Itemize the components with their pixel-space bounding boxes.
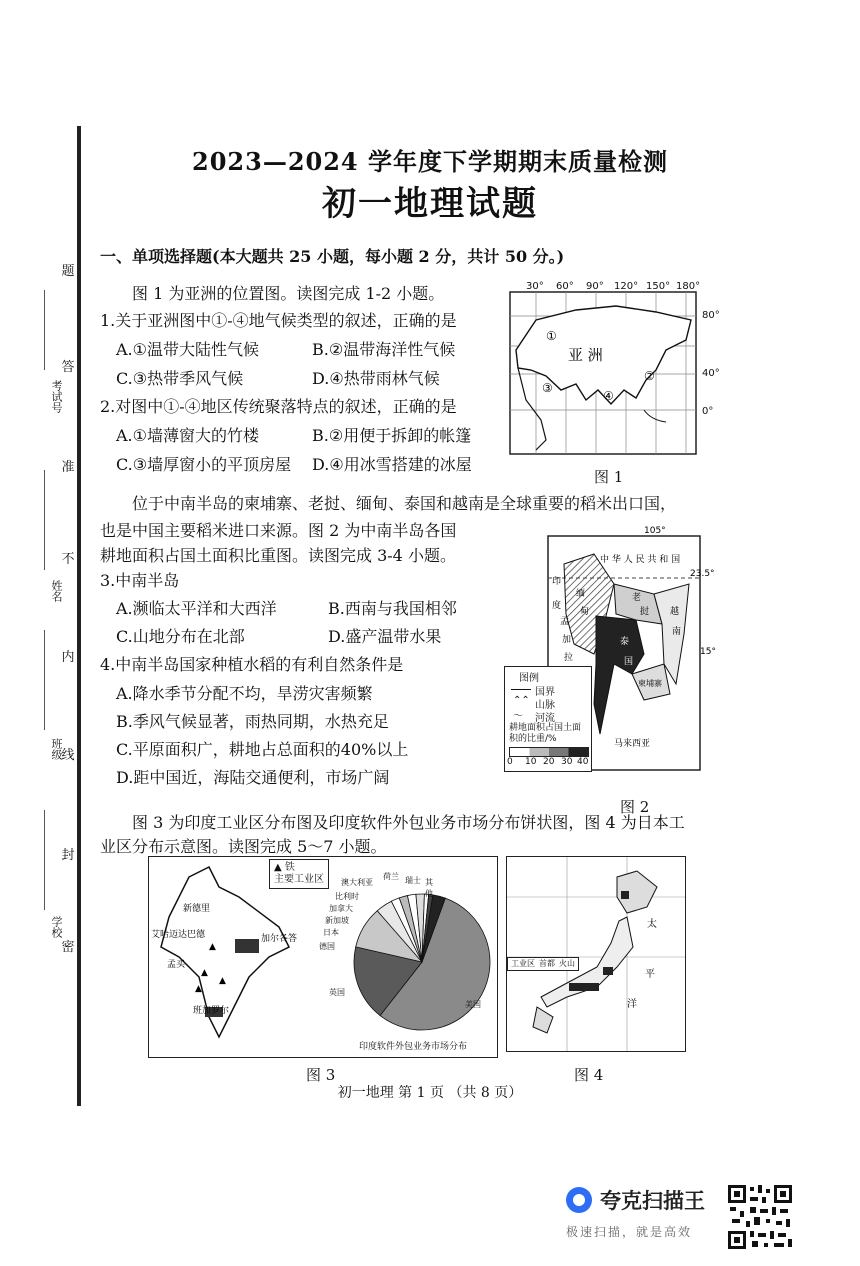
pie-label-us: 美国 — [465, 1000, 481, 1009]
side-zhun: 准 — [61, 460, 75, 475]
tick: 10 — [525, 757, 537, 767]
river-icon: ～ — [513, 711, 523, 722]
svg-text:▲: ▲ — [201, 968, 208, 978]
asia-label: 亚 洲 — [568, 346, 603, 364]
q1-option-d: D.④热带雨林气候 — [312, 369, 440, 388]
lat-label: 40° — [702, 368, 720, 379]
side-xingming: 姓名 — [50, 580, 63, 602]
legend-iron: ▲ 铁 — [274, 862, 295, 873]
figure-1-asia-map — [506, 280, 726, 460]
intro-3-4-line1: 位于中南半岛的柬埔寨、老挝、缅甸、泰国和越南是全球重要的稻米出口国， — [132, 494, 677, 513]
legend-title: 图例 — [519, 673, 539, 684]
lon-label: 30° — [526, 281, 544, 292]
side-xian: 线 — [61, 748, 75, 763]
vietnam-char: 越 — [670, 607, 680, 617]
mountain-icon: ⌃⌃ — [513, 695, 530, 706]
china-label: 中 华 人 民 共 和 国 — [600, 555, 681, 565]
page-footer: 初一地理 第 1 页 （共 8 页） — [337, 1085, 523, 1101]
figure-4-japan-map — [506, 856, 686, 1052]
tick: 20 — [543, 757, 555, 767]
side-da: 答 — [61, 360, 75, 375]
brand-name: 夸克扫描王 — [600, 1189, 705, 1213]
side-feng: 封 — [61, 848, 75, 863]
binding-line — [77, 126, 81, 1106]
lat-23-5: 23.5° — [690, 569, 715, 579]
side-ti: 题 — [61, 264, 75, 279]
lon-label: 60° — [556, 281, 574, 292]
city-label: 新德里 — [183, 904, 211, 914]
figure-3-legend — [269, 859, 329, 889]
q2-stem: 2.对图中①-④地区传统聚落特点的叙述，正确的是 — [100, 397, 457, 416]
tick: 40 — [577, 757, 589, 767]
vietnam-char: 南 — [672, 627, 682, 637]
pie-label: 新加坡 — [325, 916, 349, 925]
india-char: 度 — [552, 601, 562, 611]
legend-border: 国界 — [535, 687, 555, 698]
q1-stem: 1.关于亚洲图中①-④地气候类型的叙述，正确的是 — [100, 311, 457, 330]
tick: 0 — [507, 757, 513, 767]
q2-option-c: C.③墙厚窗小的平顶房屋 — [116, 455, 292, 474]
laos-char: 挝 — [640, 607, 650, 617]
thailand-char: 国 — [624, 657, 634, 667]
blank-line — [44, 810, 45, 910]
legend-border-line — [511, 689, 531, 690]
figure-3 — [148, 856, 498, 1058]
legend-river: 河流 — [535, 713, 555, 724]
side-nei: 内 — [61, 650, 75, 665]
city-label: 加尔各答 — [261, 934, 298, 944]
marker-4: ④ — [603, 389, 614, 403]
q2-option-b: B.②用便于拆卸的帐篷 — [312, 426, 472, 445]
q4-option-d: D.距中国近，海陆交通便利，市场广阔 — [116, 768, 390, 787]
blank-line — [44, 630, 45, 730]
blank-line — [44, 290, 45, 370]
legend-bar-label: 耕地面积占国土面积的比重/% — [509, 723, 582, 744]
city-label: 孟买 — [167, 960, 186, 970]
side-banji: 班级 — [50, 738, 63, 760]
sea-char: 洋 — [627, 999, 637, 1010]
side-mi: 密 — [61, 940, 75, 955]
laos-char: 老 — [632, 593, 642, 603]
figure-3-caption: 图 3 — [306, 1066, 336, 1084]
blank-line — [44, 470, 45, 570]
svg-text:▲: ▲ — [219, 976, 226, 986]
q3-option-b: B.西南与我国相邻 — [328, 599, 457, 618]
lon-label: 120° — [614, 281, 639, 292]
legend-capital: 首都 — [539, 959, 555, 968]
figure-4-legend — [507, 957, 579, 971]
section-heading: 一、单项选择题(本大题共 25 小题，每小题 2 分，共计 50 分。) — [100, 247, 565, 266]
india-char: 印 — [552, 577, 562, 587]
marker-3: ③ — [542, 381, 553, 395]
bay-char: 孟 — [560, 617, 570, 627]
figure-4-caption: 图 4 — [574, 1066, 604, 1084]
intro-3-4-line3: 耕地面积占国土面积比重图。读图完成 3-4 小题。 — [100, 546, 456, 565]
pie-label: 荷兰 — [383, 872, 399, 881]
legend-volcano: 火山 — [559, 959, 575, 968]
q1-option-b: B.②温带海洋性气候 — [312, 340, 456, 359]
lat-label: 0° — [702, 406, 714, 417]
intro-1-2: 图 1 为亚洲的位置图。读图完成 1-2 小题。 — [132, 284, 445, 303]
legend-industrial: 工业区 — [511, 959, 535, 968]
cambodia-label: 柬埔寨 — [638, 679, 662, 688]
myanmar-char: 缅 — [576, 589, 586, 599]
legend-industrial: 主要工业区 — [274, 874, 324, 885]
side-bu: 不 — [61, 552, 75, 567]
pie-label-uk: 英国 — [329, 988, 345, 997]
tick: 30 — [561, 757, 573, 767]
marker-2: ② — [644, 369, 655, 383]
bay-char: 拉 — [564, 653, 574, 663]
thailand-char: 泰 — [620, 637, 630, 647]
lon-label: 180° — [676, 281, 701, 292]
side-kaoshihao: 考试号 — [50, 380, 63, 413]
intro-3-4-line2: 也是中国主要稻米进口来源。图 2 为中南半岛各国 — [100, 521, 457, 540]
figure-2-caption: 图 2 — [620, 798, 650, 816]
bay-char: 加 — [562, 635, 572, 645]
brand-slogan: 极速扫描，就是高效 — [566, 1225, 693, 1239]
intro-5-7-line1: 图 3 为印度工业区分布图及印度软件外包业务市场分布饼状图，图 4 为日本工 — [132, 813, 685, 832]
pie-label: 澳大利亚 — [341, 878, 373, 887]
q3-option-a: A.濒临太平洋和大西洋 — [116, 599, 277, 618]
q1-option-a: A.①温带大陆性气候 — [116, 340, 259, 359]
quark-logo-icon — [566, 1187, 592, 1213]
lat-15: 15° — [700, 647, 716, 657]
subject-title: 初一地理试题 — [322, 184, 538, 224]
myanmar-char: 甸 — [580, 607, 590, 617]
q4-option-a: A.降水季节分配不均，旱涝灾害频繁 — [116, 684, 373, 703]
lon-label: 150° — [646, 281, 671, 292]
q3-option-c: C.山地分布在北部 — [116, 627, 245, 646]
lon-label: 90° — [586, 281, 604, 292]
qr-code-icon — [726, 1183, 794, 1251]
figure-2-indochina-map — [504, 524, 714, 774]
city-label: 艾哈迈达巴德 — [151, 930, 206, 940]
outsourcing-pie-chart — [347, 887, 497, 1037]
figure-1-caption: 图 1 — [594, 468, 624, 486]
q2-option-d: D.④用冰雪搭建的冰屋 — [312, 455, 472, 474]
q4-option-b: B.季风气候显著，雨热同期，水热充足 — [116, 712, 389, 731]
pie-label: 瑞士 — [405, 876, 421, 885]
figure-2-legend — [504, 666, 592, 772]
pie-title: 印度软件外包业务市场分布 — [359, 1042, 468, 1052]
exam-title: 2023—2024 学年度下学期期末质量检测 — [192, 147, 668, 176]
pie-label: 比利时 — [335, 892, 359, 901]
scanner-watermark — [566, 1185, 705, 1240]
pie-label: 其他 — [425, 878, 433, 898]
sea-char: 太 — [647, 919, 657, 930]
q4-option-c: C.平原面积广，耕地占总面积的40%以上 — [116, 740, 409, 759]
marker-1: ① — [546, 329, 557, 343]
city-label: 班加罗尔 — [193, 1006, 230, 1016]
legend-mountain: 山脉 — [535, 700, 555, 711]
pie-label: 加拿大 — [329, 904, 353, 913]
pie-label: 德国 — [319, 942, 335, 951]
q4-stem: 4.中南半岛国家种植水稻的有利自然条件是 — [100, 655, 404, 674]
side-xuexiao: 学校 — [50, 916, 63, 938]
malaysia-label: 马来西亚 — [614, 739, 651, 749]
lon-105: 105° — [644, 526, 666, 536]
intro-5-7-line2: 业区分布示意图。读图完成 5～7 小题。 — [100, 837, 387, 856]
q3-option-d: D.盛产温带水果 — [328, 627, 442, 646]
pie-label: 日本 — [323, 928, 339, 937]
svg-text:▲: ▲ — [195, 984, 202, 994]
legend-color-bar — [509, 747, 589, 757]
lat-label: 80° — [702, 310, 720, 321]
q3-stem: 3.中南半岛 — [100, 571, 180, 590]
q1-option-c: C.③热带季风气候 — [116, 369, 244, 388]
q2-option-a: A.①墙薄窗大的竹楼 — [116, 426, 259, 445]
svg-text:▲: ▲ — [209, 942, 216, 952]
sea-char: 平 — [645, 969, 655, 980]
